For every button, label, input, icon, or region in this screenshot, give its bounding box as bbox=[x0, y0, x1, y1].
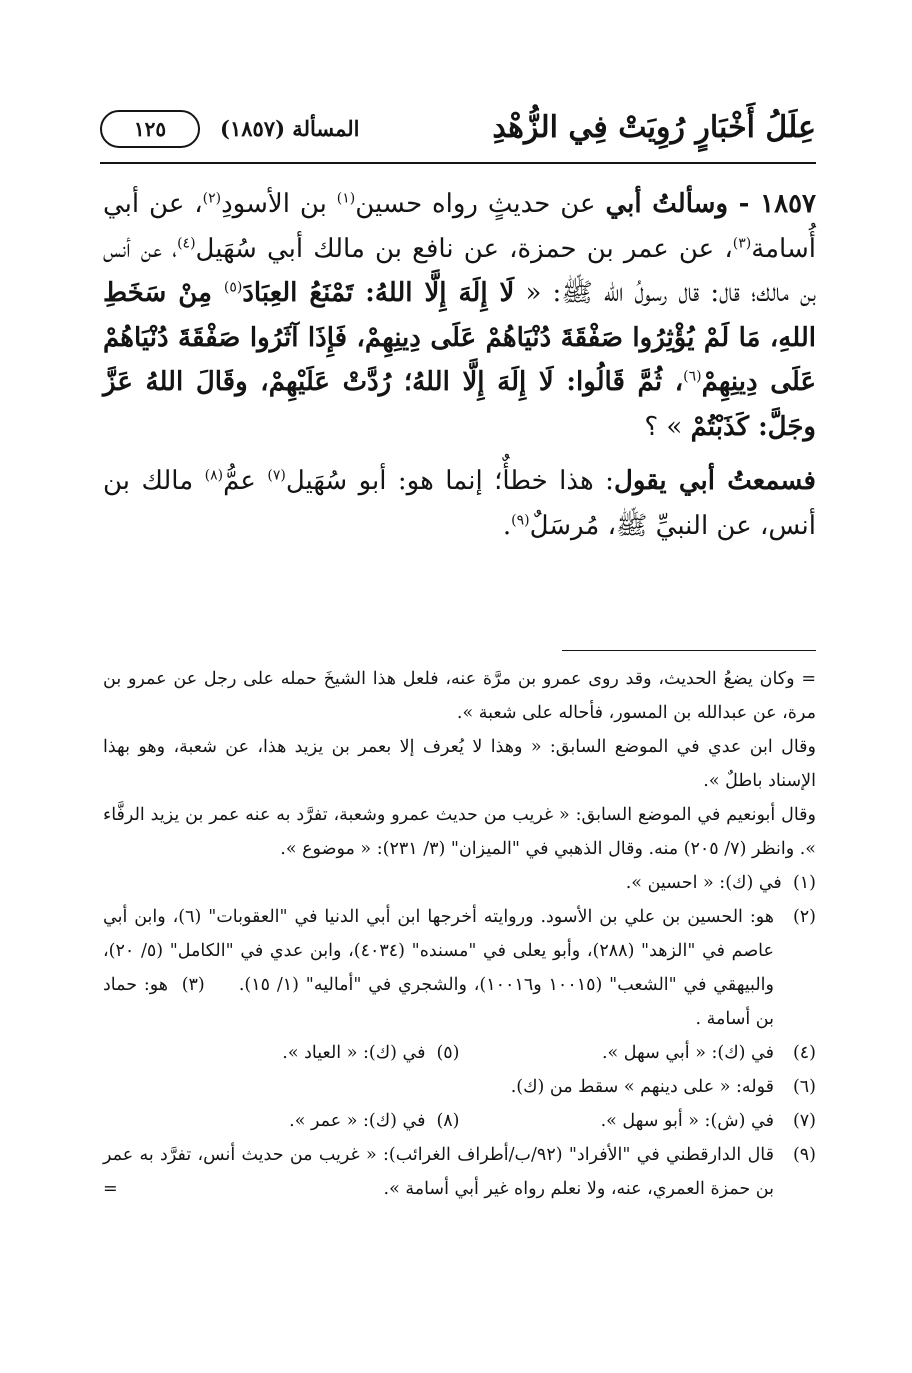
text-run: عمُّ bbox=[223, 466, 268, 496]
text-run: عن حديثٍ رواه حسين bbox=[355, 189, 606, 219]
paragraph-question bbox=[103, 182, 816, 449]
footnote-1: (١) في (ك): « احسين ». bbox=[625, 873, 816, 893]
text-run: ١٨٥٧ - وسألتُ أبي bbox=[605, 189, 817, 219]
text-run: مِنْ سَخَطِ اللهِ، مَا لَمْ يُؤْثِرُوا صَفْقَةَ دُنْيَاهُمْ عَلَى دِينِهِمْ، فَإِذَا آثَرُوا صَفْقَةَ دُنْيَاهُمْ عَلَى دِينِهِمْ bbox=[103, 278, 816, 397]
footnote-ref: (١) bbox=[336, 190, 356, 207]
footnote-8: (٨) في (ك): « عمر ». bbox=[289, 1111, 460, 1131]
footnote-4: (٤) في (ك): « أبي سهل ». bbox=[601, 1043, 816, 1063]
masala-label: المسألة (١٨٥٧) bbox=[220, 116, 360, 141]
text-run: ، عن أبي أُسامة bbox=[103, 189, 816, 264]
footnote-ref: (٣) bbox=[732, 234, 752, 251]
footnote-continuation: وقال أبونعيم في الموضع السابق: « غريب من حديث عمرو وشعبة، تفرَّد به عنه عمر بن يزيد الرفَّاء ». وانظر (٧/ ٢٠٥) منه. وقال الذهبي في "الميزان" (٣/ ٢٣١): « موضوع ». bbox=[103, 805, 816, 859]
footnote-ref: (٩) bbox=[511, 511, 530, 528]
paragraph-answer bbox=[103, 459, 816, 548]
footnotes bbox=[103, 662, 816, 1206]
text-run: فسمعتُ أبي يقول bbox=[613, 466, 816, 496]
footnote-ref: (٢) bbox=[202, 190, 222, 207]
text-run: ، ثُمَّ قَالُوا: لَا إِلَهَ إِلَّا اللهُ؛ رُدَّتْ عَلَيْهِمْ، وقَالَ اللهُ عَزَّ وجَلَّ: كَذَبْتُمْ bbox=[103, 367, 816, 442]
text-run: لَا إِلَهَ إِلَّا اللهُ: تَمْنَعُ العِبَادَ bbox=[242, 278, 515, 308]
footnote-9: (٩) قال الدارقطني في "الأفراد" (٩٢/ب/أطراف الغرائب): « غريب من حديث أنس، تفرَّد به عمر بن حمزة العمري، عنه، ولا نعلم رواه غير أبي أسامة ». = bbox=[103, 1138, 816, 1206]
text-run: » ؟ bbox=[644, 411, 691, 442]
footnote-ref: (٥) bbox=[223, 279, 243, 296]
main-text bbox=[103, 182, 816, 548]
footnote-ref: (٧) bbox=[267, 467, 286, 484]
footnote-ref: (٤) bbox=[177, 234, 196, 251]
footnote-row bbox=[103, 1036, 816, 1070]
footnote-2 bbox=[103, 900, 816, 1036]
footnote-ref: (٨) bbox=[204, 467, 224, 484]
text-run: مالك بن أنس، عن النبيِّ ﷺ، مُرسَلٌ bbox=[103, 466, 816, 541]
text-run: : هذا خطأٌ؛ إنما هو: أبو سُهَيل bbox=[285, 466, 614, 496]
footnote-text: قال الدارقطني في "الأفراد" (٩٢/ب/أطراف الغرائب): « غريب من حديث أنس، تفرَّد به عمر بن حمزة العمري، عنه، ولا نعلم رواه غير أبي أسامة ». bbox=[103, 1145, 774, 1199]
footnote-text: هو: الحسين بن علي بن الأسود. وروايته أخرجها ابن أبي الدنيا في "العقوبات" (٦)، وابن أبي عاصم في "الزهد" (٢٨٨)، وأبو يعلى في "مسنده" (٤٠٣٤)، وابن عدي في "الكامل" (٥/ ٢٠)، والبيهقي في "الشعب" (١٠٠١٥ و١٠٠١٦)، والشجري في "أماليه" (١/ ١٥). bbox=[103, 907, 774, 995]
footnote-3: (٣) هو: حماد بن أسامة . bbox=[103, 975, 774, 1029]
footnote-separator bbox=[562, 650, 816, 651]
text-run: . bbox=[502, 510, 512, 541]
footnote-5: (٥) في (ك): « العياد ». bbox=[282, 1043, 460, 1063]
text-run: ، عن عمر بن حمزة، عن نافع بن مالك أبي سُهَيل bbox=[195, 233, 733, 264]
footnote-row bbox=[103, 1104, 816, 1138]
footnote-7: (٧) في (ش): « أبو سهل ». bbox=[600, 1111, 816, 1131]
book-title: عِلَلُ أَخْبَارٍ رُوِيَتْ فِي الزُّهْدِ bbox=[492, 110, 816, 145]
footnote-ref: (٦) bbox=[683, 368, 702, 385]
continuation-mark: = bbox=[103, 1179, 118, 1199]
running-header bbox=[100, 104, 816, 164]
header-rule bbox=[100, 162, 816, 164]
footnote-continuation: وقال ابن عدي في الموضع السابق: « وهذا لا يُعرف إلا بعمر بن يزيد هذا، عن شعبة، وهو بهذا الإسناد باطلٌ ». bbox=[103, 737, 816, 791]
footnote-number: (٢) bbox=[792, 907, 816, 927]
footnote-6: (٦) قوله: « على دينهم » سقط من (ك). bbox=[510, 1077, 816, 1097]
footnote-continuation: = وكان يضعُ الحديث، وقد روى عمرو بن مرَّة عنه، فلعل هذا الشيخَ حمله على رجل عن عمرو بن مرة، عن عبدالله بن المسور، فأحاله على شعبة ». bbox=[103, 669, 816, 723]
text-run: بن الأسودِ bbox=[221, 189, 337, 219]
page-number: ١٢٥ bbox=[100, 110, 200, 148]
text-run: ، عن أنس بن مالك؛ قال: قال رسولُ الله ﷺ: « bbox=[103, 233, 817, 308]
